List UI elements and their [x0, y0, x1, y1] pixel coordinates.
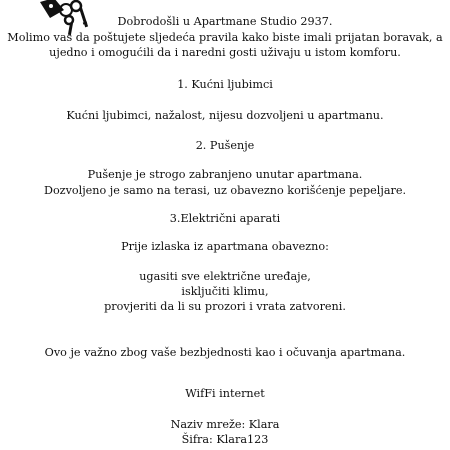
intro-line-1: Dobrodošli u Apartmane Studio 2937.: [117, 15, 333, 28]
appliances-item-2: isključiti klimu,: [181, 285, 269, 298]
section-heading-appliances: 3.Električni aparati: [169, 212, 281, 225]
smoking-text-1: Pušenje je strogo zabranjeno unutar apartmana.: [87, 168, 363, 181]
wifi-heading: WifFi internet: [185, 387, 265, 400]
appliances-item-3: provjeriti da li su prozori i vrata zatvoreni.: [104, 300, 346, 313]
smoking-text-2: Dozvoljeno je samo na terasi, uz obavezno korišćenje pepeljare.: [43, 184, 407, 197]
appliances-lead: Prije izlaska iz apartmana obavezno:: [121, 240, 329, 253]
wifi-network: Naziv mreže: Klara: [170, 418, 280, 431]
importance-note: Ovo je važno zbog vaše bezbjednosti kao i očuvanja apartmana.: [44, 346, 406, 359]
pets-text: Kućni ljubimci, nažalost, nijesu dozvoljeni u apartmanu.: [66, 109, 384, 122]
intro-line-3: ujedno i omogućili da i naredni gosti uživaju u istom komforu.: [49, 46, 401, 59]
section-heading-smoking: 2. Pušenje: [195, 139, 255, 152]
appliances-item-1: ugasiti sve električne uređaje,: [139, 270, 311, 283]
section-heading-pets: 1. Kućni ljubimci: [177, 78, 273, 91]
wifi-password: Šifra: Klara123: [181, 433, 269, 446]
intro-line-2: Molimo vas da poštujete sljedeća pravila kako biste imali prijatan boravak, a: [7, 31, 443, 44]
